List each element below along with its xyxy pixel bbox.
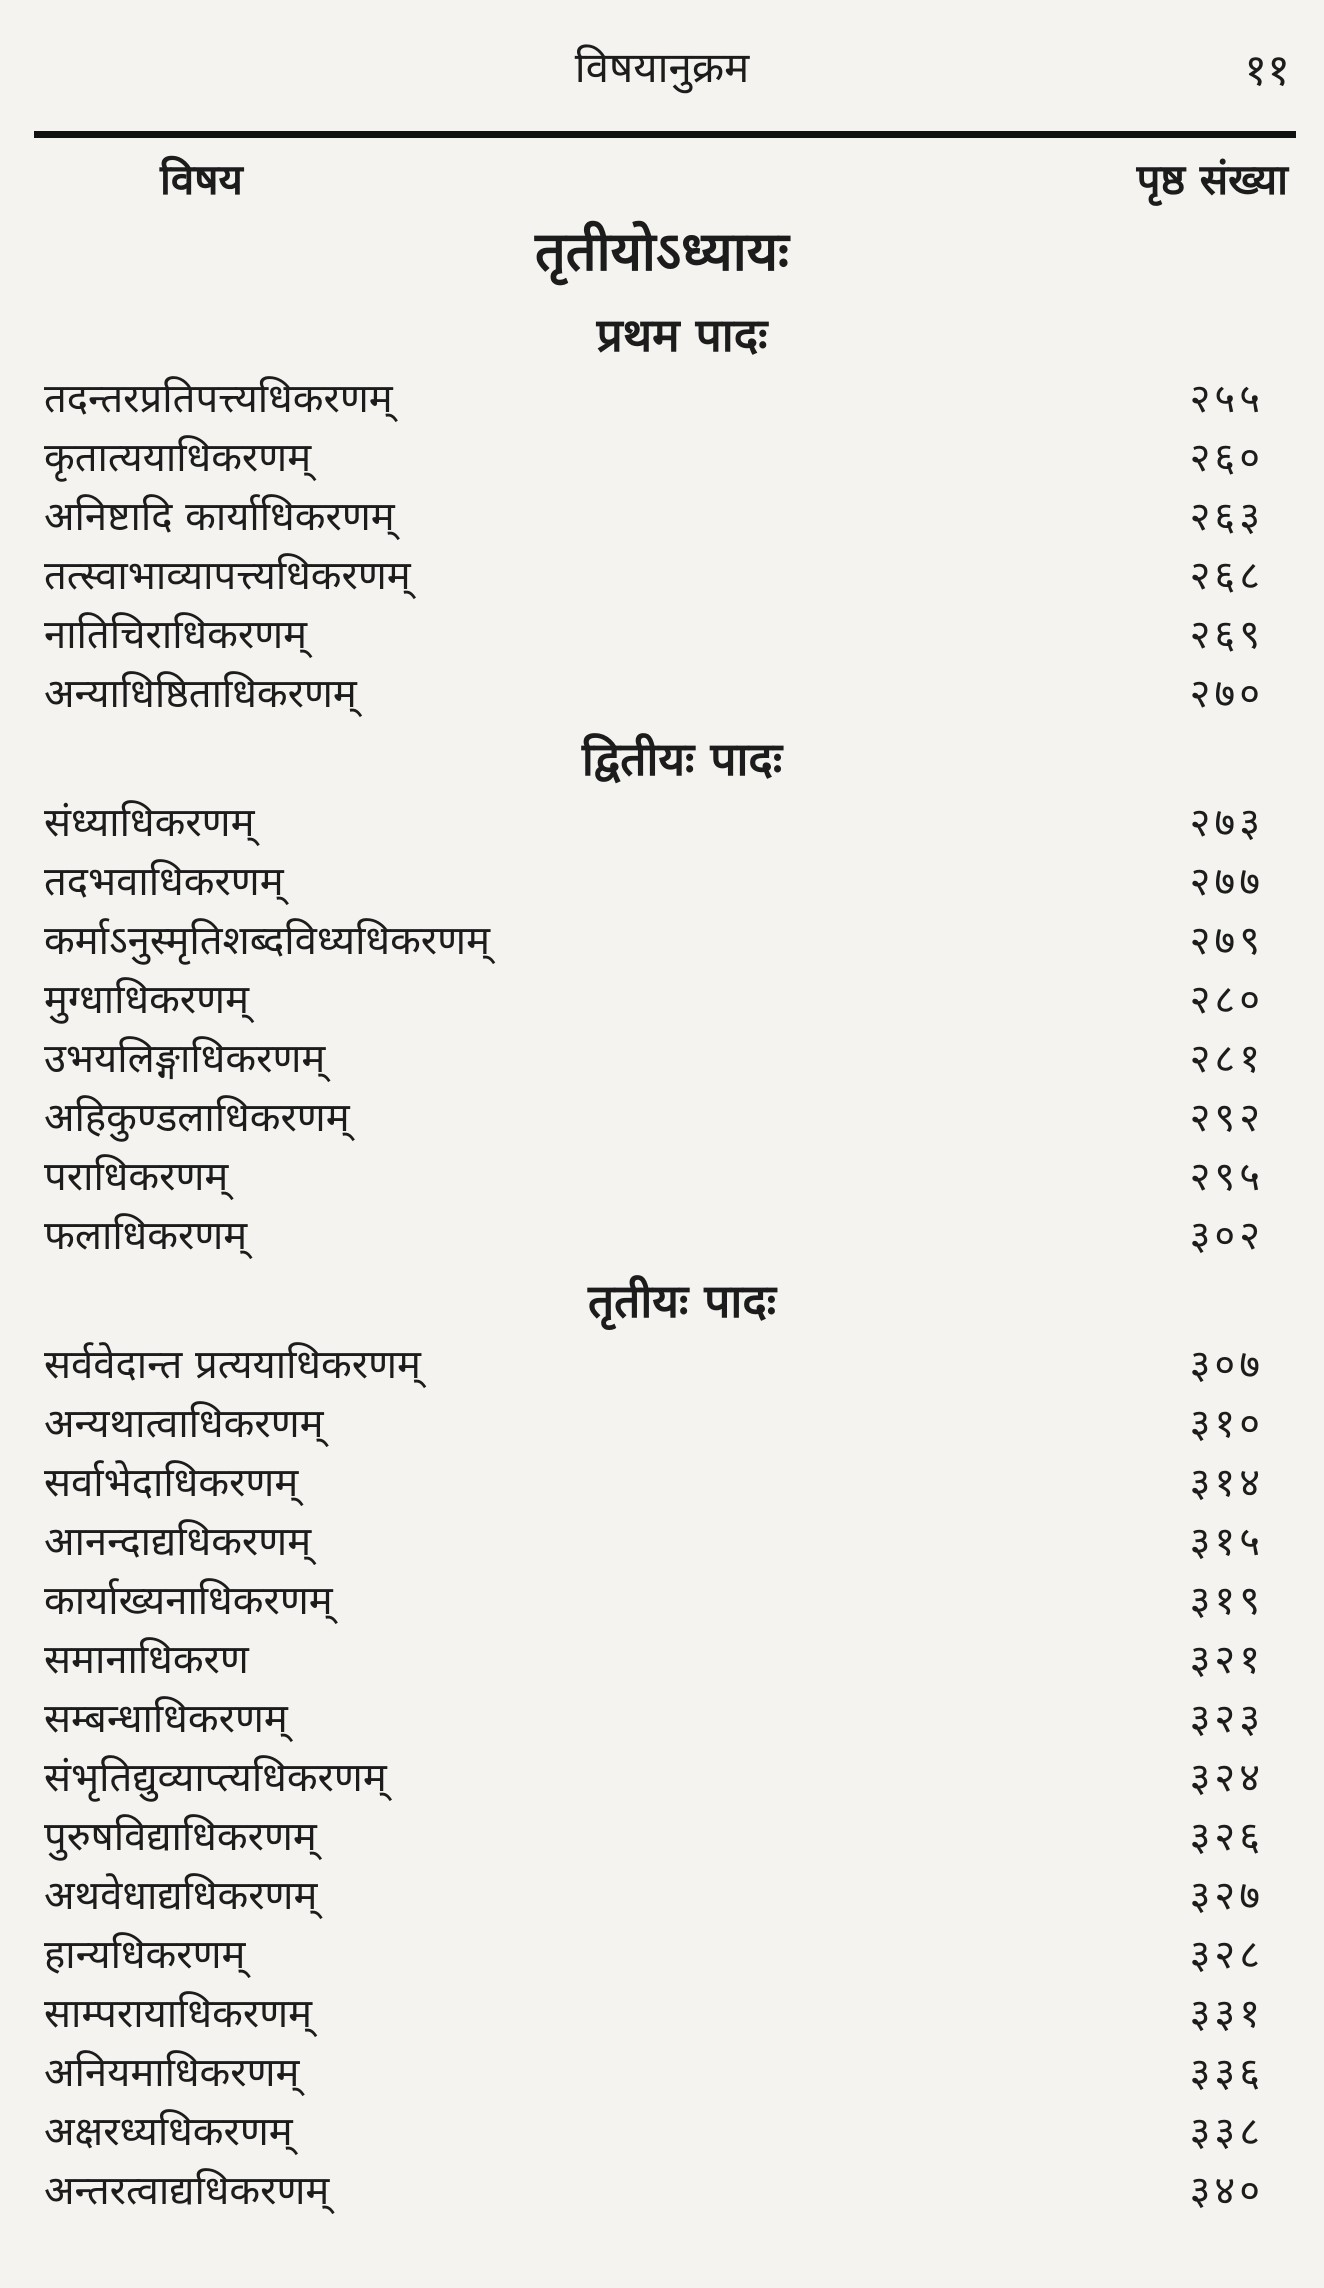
entry-page-number: २७९ — [1189, 918, 1264, 964]
entry-title: अनिष्टादि कार्याधिकरणम् — [44, 494, 395, 540]
entry-title: कर्माऽनुस्मृतिशब्दविध्यधिकरणम् — [44, 918, 490, 964]
entry-page-number: ३१५ — [1189, 1519, 1264, 1565]
toc-entry — [0, 1454, 1324, 1513]
entry-title: उभयलिङ्गाधिकरणम् — [44, 1036, 326, 1082]
entry-title: फलाधिकरणम् — [44, 1213, 248, 1259]
chapter-title: तृतीयोऽध्यायः — [535, 220, 789, 283]
entry-title: अथवेधाद्यधिकरणम् — [44, 1873, 318, 1919]
toc-entry — [0, 912, 1324, 971]
entry-title: संध्याधिकरणम् — [44, 800, 255, 846]
column-header-subject: विषय — [160, 155, 243, 204]
entry-page-number: २७७ — [1189, 859, 1264, 905]
entry-title: तत्स्वाभाव्यापत्त्यधिकरणम् — [44, 553, 411, 599]
toc-entry — [0, 370, 1324, 429]
entry-page-number: २९२ — [1189, 1095, 1264, 1141]
entry-title: मुग्धाधिकरणम् — [44, 977, 249, 1023]
entry-page-number: ३०७ — [1189, 1342, 1264, 1388]
entry-title: अन्तरत्वाद्यधिकरणम् — [44, 2168, 330, 2214]
entry-title: अन्याधिष्ठिताधिकरणम् — [44, 671, 357, 717]
entry-page-number: २७३ — [1189, 800, 1264, 846]
toc-entry — [0, 1207, 1324, 1266]
running-head: विषयानुक्रम — [574, 43, 750, 92]
toc-entry — [0, 429, 1324, 488]
section-heading: तृतीयः पादः — [587, 1274, 777, 1328]
entry-page-number: २८१ — [1189, 1036, 1264, 1082]
entry-page-number: ३३६ — [1189, 2050, 1264, 2096]
entry-page-number: ३१४ — [1189, 1460, 1264, 1506]
entry-page-number: २८० — [1189, 977, 1264, 1023]
toc-entry — [0, 2103, 1324, 2162]
entry-title: कार्याख्यनाधिकरणम् — [44, 1578, 333, 1624]
toc-entry — [0, 971, 1324, 1030]
entry-title: अन्यथात्वाधिकरणम् — [44, 1401, 324, 1447]
toc-entry — [0, 794, 1324, 853]
toc-entry — [0, 2044, 1324, 2103]
entry-title: साम्परायाधिकरणम् — [44, 1991, 313, 2037]
entry-page-number: ३३८ — [1189, 2109, 1264, 2155]
entry-page-number: ३२४ — [1189, 1755, 1264, 1801]
toc-entry — [0, 547, 1324, 606]
toc-entry — [0, 1749, 1324, 1808]
toc-entry — [0, 1985, 1324, 2044]
entry-page-number: ३०२ — [1189, 1213, 1264, 1259]
section-heading: द्वितीयः पादः — [581, 732, 783, 786]
toc-entry — [0, 1148, 1324, 1207]
toc-entry — [0, 2162, 1324, 2221]
toc-entry — [0, 1926, 1324, 1985]
entry-title: अक्षरध्यधिकरणम् — [44, 2109, 293, 2155]
entry-page-number: २६९ — [1189, 612, 1264, 658]
section-heading: प्रथम पादः — [596, 308, 768, 362]
entry-page-number: ३३१ — [1189, 1991, 1264, 2037]
entry-title: अहिकुण्डलाधिकरणम् — [44, 1095, 350, 1141]
toc-entry — [0, 1572, 1324, 1631]
entry-title: सर्ववेदान्त प्रत्ययाधिकरणम् — [44, 1342, 421, 1388]
entry-title: संभृतिद्युव्याप्त्यधिकरणम् — [44, 1755, 387, 1801]
toc-entry — [0, 1089, 1324, 1148]
entry-title: सम्बन्धाधिकरणम् — [44, 1696, 288, 1742]
entry-title: आनन्दाद्यधिकरणम् — [44, 1519, 312, 1565]
toc-entry — [0, 1690, 1324, 1749]
toc-entry — [0, 1513, 1324, 1572]
toc-entry — [0, 1395, 1324, 1454]
entry-title: अनियमाधिकरणम् — [44, 2050, 300, 2096]
entry-title: सर्वाभेदाधिकरणम् — [44, 1460, 299, 1506]
toc-entry — [0, 1867, 1324, 1926]
toc-entry — [0, 1808, 1324, 1867]
entry-page-number: २७० — [1189, 671, 1264, 717]
entry-title: समानाधिकरण — [44, 1637, 249, 1683]
toc-entry — [0, 606, 1324, 665]
entry-page-number: २५५ — [1189, 376, 1264, 422]
toc-entry — [0, 1336, 1324, 1395]
entry-title: नातिचिराधिकरणम् — [44, 612, 308, 658]
toc-entry — [0, 665, 1324, 724]
entry-page-number: ३१९ — [1189, 1578, 1264, 1624]
toc-entry — [0, 488, 1324, 547]
header-rule — [34, 131, 1296, 138]
entry-page-number: ३४० — [1189, 2168, 1264, 2214]
entry-title: पराधिकरणम् — [44, 1154, 229, 1200]
toc-entry — [0, 853, 1324, 912]
entry-page-number: २६० — [1189, 435, 1264, 481]
toc-entry — [0, 1631, 1324, 1690]
entry-title: पुरुषविद्याधिकरणम् — [44, 1814, 317, 1860]
entry-title: तदभवाधिकरणम् — [44, 859, 284, 905]
entry-page-number: २६३ — [1189, 494, 1264, 540]
column-header-page: पृष्ठ संख्या — [1136, 155, 1288, 204]
entry-title: हान्यधिकरणम् — [44, 1932, 246, 1978]
entry-page-number: २६८ — [1189, 553, 1264, 599]
entry-page-number: २९५ — [1189, 1154, 1264, 1200]
entry-page-number: ३२३ — [1189, 1696, 1264, 1742]
page-number: ११ — [1244, 45, 1290, 96]
entry-page-number: ३२७ — [1189, 1873, 1264, 1919]
entry-title: तदन्तरप्रतिपत्त्यधिकरणम् — [44, 376, 393, 422]
entry-page-number: ३१० — [1189, 1401, 1264, 1447]
entry-page-number: ३२६ — [1189, 1814, 1264, 1860]
toc-list — [0, 300, 1324, 2221]
entry-page-number: ३२१ — [1189, 1637, 1264, 1683]
entry-title: कृतात्ययाधिकरणम् — [44, 435, 312, 481]
toc-entry — [0, 1030, 1324, 1089]
entry-page-number: ३२८ — [1189, 1932, 1264, 1978]
